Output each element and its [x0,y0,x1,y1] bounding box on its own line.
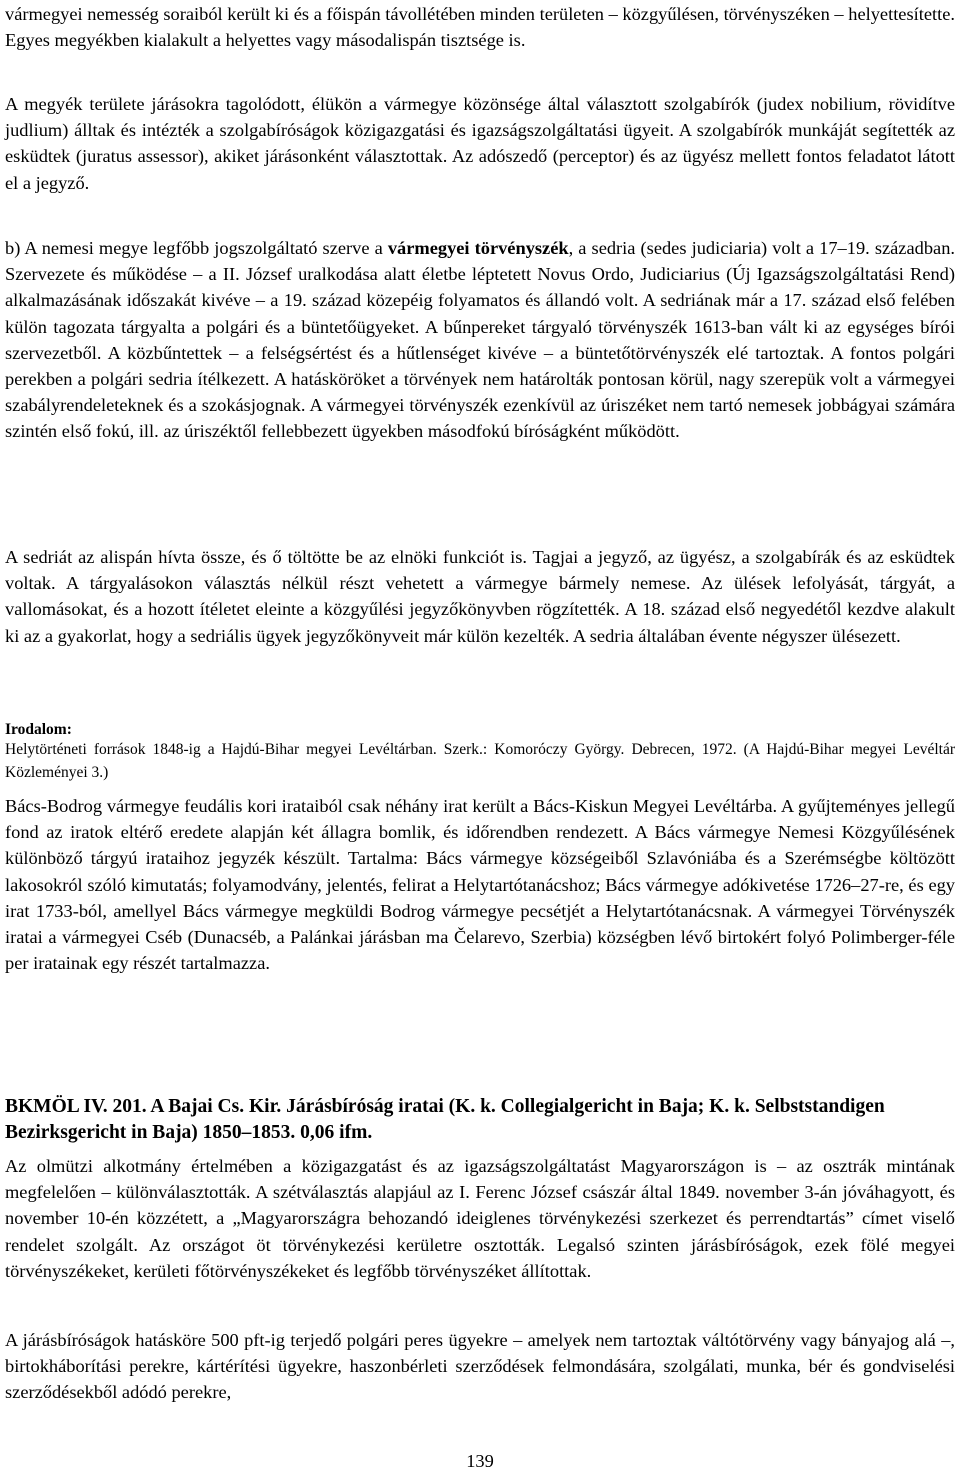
page-number: 139 [466,1451,494,1471]
literature-reference: Helytörténeti források 1848-ig a Hajdú-Bihar megyei Levéltárban. Szerk.: Komoróczy György. Debrecen, 1972. (A Hajdú-Bihar megyei Levéltár Közleményei 3.) [5,741,955,781]
paragraph-sedria: A sedriát az alispán hívta össze, és ő töltötte be az elnöki funkciót is. Tagjai a jegyző, az ügyész, a szolgabírák és az esküdtek voltak. A tárgyalásokon választás nélkül részt vehetett a vármegye bármely nemese. Az ülések lefolyását, tárgyát, a vallomásokat, és a hozott ítéletet eleinte a közgyűlési jegyzőkönyvben rögzítették. A 18. század első negyedétől kezdve alakult ki az a gyakorlat, hogy a sedriális ügyek jegyzőkönyveit már külön kezelték. A sedria általában évente négyszer ülésezett. [5,547,955,646]
paragraph-jurisdiction: A járásbíróságok hatásköre 500 pft-ig terjedő polgári peres ügyekre – amelyek nem tartoztak váltótörvény vagy bányajog alá –, birtokháborítási perekre, kártérítési ügyekre, haszonbérleti szerződések felmondására, szolgálati, munka, bér és gondviselési szerződésekből adódó perekre, [5,1330,955,1403]
paragraph-court [5,235,955,445]
paragraph-court-start: b) A nemesi megye legfőbb jogszolgáltató szerve a [5,238,388,258]
paragraph-bacs-bodrog: Bács-Bodrog vármegye feudális kori irataiból csak néhány irat került a Bács-Kiskun Megyei Levéltárba. A gyűjteményes jellegű fond az iratok eltérő eredete alapján két állagra bomlik, és időrendben rendezett. A Bács vármegye Nemesi Közgyűlésének különböző tárgyú irataihoz jegyzék készült. Tartalma: Bács vármegye községeiből Szlavóniába és a Szerémségbe költözött lakosokról szóló kimutatás; folyamodvány, jelentés, felirat a Helytartótanácshoz; Bács vármegye adókivetése 1726–27-re, és egy irat 1733-ból, amellyel Bács vármegye megküldi Bodrog vármegye pecsétjét a Helytartótanácsnak. A vármegyei Törvényszék iratai a vármegyei Cséb (Dunacséb, a Palánkai járásban ma Čelarevo, Szerbia) községben lévő birtokért folyó Polimberger-féle per iratainak egy részét tartalmazza. [5,796,955,974]
paragraph-continuation: vármegyei nemesség soraiból került ki és a főispán távollétében minden területen – közgyűlésen, törvényszéken – helyettesítette. Egyes megyékben kialakult a helyettes vagy másodalispán tisztsége is. [5,4,955,51]
literature-heading: Irodalom: [5,721,72,738]
paragraph-court-rest: , a sedria (sedes judiciaria) volt a 17–19. században. Szervezete és működése – a II. József uralkodása alatt életbe léptetett Novus Ordo, Judiciarius (Új Igazságszolgáltatási Rend) alkalmazásának időszakát kivéve – a 19. század közepéig folyamatos és állandó volt. A sedriának már a 17. század első felében külön tagozata tárgyalta a polgári és a büntetőügyeket. A bűnpereket tárgyaló törvényszék 1613-ban vált ki az egységes bírói szervezetből. A közbűntettek – a felségsértést és a hűtlenséget kivéve – a büntetőtörvényszék elé tartoztak. A fontos polgári perekben a polgári sedria ítélkezett. A hatásköröket a törvények nem határolták pontosan körül, nagy szerepük volt a vármegyei szabályrendeleteknek és a szokásjognak. A vármegyei törvényszék ezenkívül az úriszéket nem tartó nemesek jobbágyai számára szintén első fokú, ill. az úriszéktől fellebbezett ügyekben másodfokú bíróságként működött. [5,238,955,442]
section-heading: BKMÖL IV. 201. A Bajai Cs. Kir. Járásbíróság iratai (K. k. Collegialgericht in Baja; K. k. Selbststandigen Bezirksgericht in Baja) 1850–1853. 0,06 ifm. [5,1096,885,1143]
paragraph-olmutz: Az olmützi alkotmány értelmében a közigazgatást és az igazságszolgáltatást Magyarországon is – az osztrák mintának megfelelően – különválasztották. A szétválasztás alapjául az I. Ferenc József császár által 1849. november 3-án jóváhagyott, és november 10-én közzétett, a „Magyarországra behozandó ideiglenes törvénykezési szerkezet és perrendtartás” címet viselő rendelet szolgált. Az országot öt törvénykezési kerületre osztották. Legalsó szinten járásbíróságok, ezek fölé megyei törvényszékeket, kerületi főtörvényszékeket és legfőbb törvényszéket állítottak. [5,1156,955,1281]
paragraph-districts: A megyék területe járásokra tagolódott, élükön a vármegye közönsége által választott szolgabírók (judex nobilium, rövidítve judlium) álltak és intézték a szolgabíróságok közigazgatási és igazságszolgáltatási ügyeit. A szolgabírók munkáját segítették az esküdtek (juratus assessor), akiket járásonként választottak. Az adószedő (perceptor) és az ügyész mellett fontos feladatot látott el a jegyző. [5,94,955,193]
paragraph-court-bold-term: vármegyei törvényszék [387,238,569,258]
